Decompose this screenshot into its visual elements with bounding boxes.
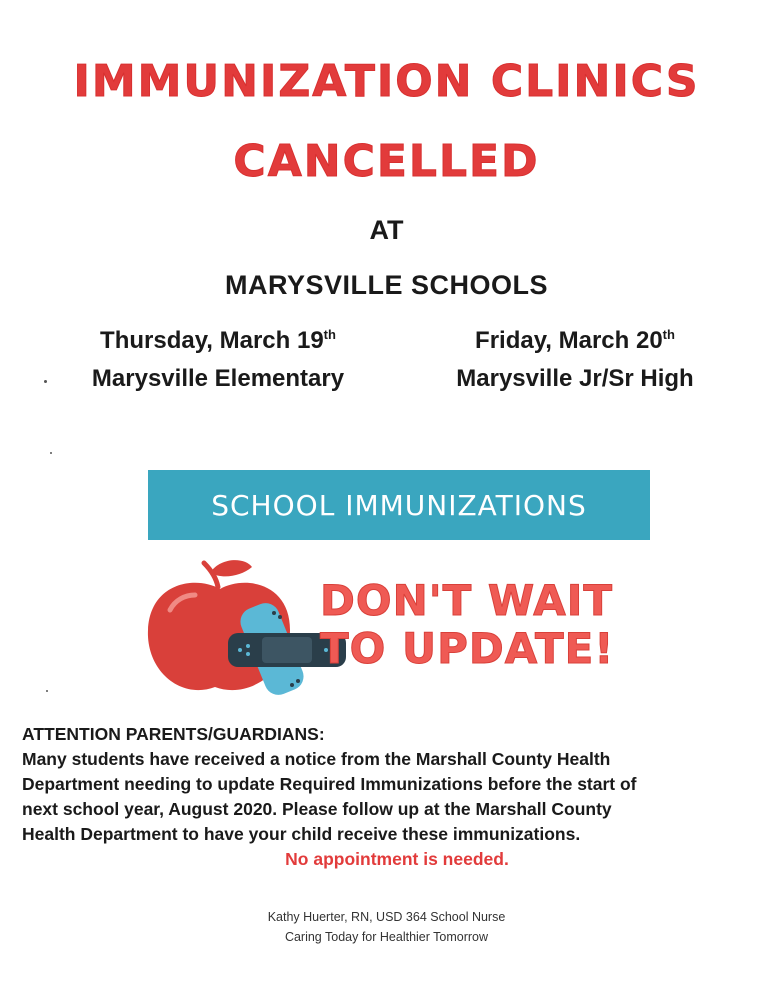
scan-speck	[46, 690, 48, 692]
footer-tagline: Caring Today for Healthier Tomorrow	[284, 930, 489, 944]
slogan-line-2: TO UPDATE!	[320, 624, 615, 673]
scan-speck	[44, 380, 47, 383]
notice-line: Many students have received a notice from the Marshall County Health	[22, 749, 611, 769]
footer-nurse-name: Kathy Huerter, RN, USD 364 School Nurse	[267, 910, 506, 924]
clinic-date-right	[420, 322, 730, 398]
clinic-date-left	[58, 322, 378, 398]
notice-line: Health Department to have your child receive these immunizations.	[22, 824, 581, 844]
title-line-2: CANCELLED	[233, 136, 540, 187]
subtitle-at: AT	[369, 215, 404, 245]
clinic-date-right-day: Friday, March 20th	[475, 327, 675, 354]
clinic-date-left-place: Marysville Elementary	[91, 365, 345, 392]
title-line-1: IMMUNIZATION CLINICS	[73, 56, 700, 107]
notice-line: Department needing to update Required Immunizations before the start of	[22, 774, 637, 794]
attention-notice	[22, 722, 762, 872]
clinic-date-left-day: Thursday, March 19th	[100, 327, 336, 354]
banner-text: SCHOOL IMMUNIZATIONS	[211, 488, 587, 522]
notice-heading: ATTENTION PARENTS/GUARDIANS:	[22, 724, 325, 744]
subtitle-schools: MARYSVILLE SCHOOLS	[224, 270, 549, 300]
apple-bandage-graphic	[140, 555, 660, 705]
scan-speck	[50, 452, 52, 454]
no-appointment-note: No appointment is needed.	[285, 849, 509, 869]
clinic-date-right-place: Marysville Jr/Sr High	[456, 365, 694, 392]
slogan-line-1: DON'T WAIT	[320, 576, 614, 625]
notice-line: next school year, August 2020. Please follow up at the Marshall County	[22, 799, 612, 819]
leaf-icon	[210, 560, 252, 576]
school-immunizations-banner	[148, 470, 650, 540]
